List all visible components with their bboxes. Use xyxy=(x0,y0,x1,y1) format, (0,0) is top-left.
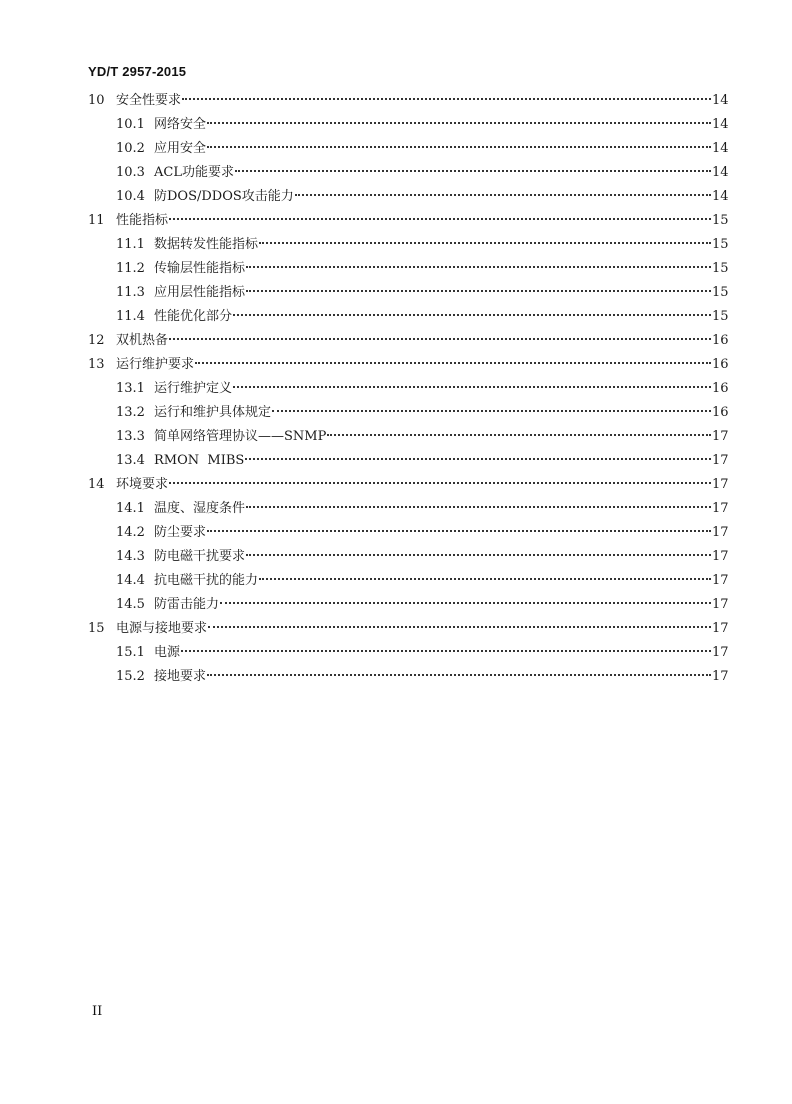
toc-leader-dots xyxy=(259,578,711,580)
toc-entry-number: 13.3 xyxy=(116,429,145,444)
toc-entry[interactable] xyxy=(88,116,728,140)
toc-entry[interactable] xyxy=(88,188,728,212)
toc-entry-page: 16 xyxy=(712,333,729,348)
toc-entry[interactable] xyxy=(88,308,728,332)
toc-entry-number: 13 xyxy=(88,357,105,372)
toc-entry-number: 13.2 xyxy=(116,405,145,420)
toc-entry-number: 14.2 xyxy=(116,525,145,540)
toc-entry-title: 应用安全 xyxy=(154,141,207,156)
toc-leader-dots xyxy=(246,506,711,508)
toc-entry-number: 11.1 xyxy=(116,237,145,252)
toc-entry[interactable] xyxy=(88,452,728,476)
toc-entry-number: 15 xyxy=(88,621,105,636)
toc-entry[interactable] xyxy=(88,332,728,356)
toc-entry[interactable] xyxy=(88,524,728,548)
toc-entry[interactable] xyxy=(88,668,728,692)
toc-entry[interactable] xyxy=(88,92,728,116)
toc-entry[interactable] xyxy=(88,356,728,380)
toc-entry-title: 防雷击能力 xyxy=(154,597,220,612)
toc-leader-dots xyxy=(195,362,711,364)
toc-entry-page: 17 xyxy=(712,501,729,516)
toc-leader-dots xyxy=(246,554,711,556)
document-id-header: YD/T 2957-2015 xyxy=(88,64,187,79)
toc-entry-title: 双机热备 xyxy=(116,333,169,348)
toc-entry-page: 15 xyxy=(712,309,729,324)
toc-entry-title: 防电磁干扰要求 xyxy=(154,549,246,564)
toc-entry-title: 电源与接地要求 xyxy=(116,621,208,636)
toc-leader-dots xyxy=(207,674,711,676)
toc-entry-number: 11 xyxy=(88,213,105,228)
toc-entry-title: 性能优化部分 xyxy=(154,309,233,324)
toc-entry-page: 17 xyxy=(712,573,729,588)
toc-entry-title: RMON MIBS xyxy=(154,453,245,468)
toc-leader-dots xyxy=(245,458,711,460)
toc-entry-number: 11.3 xyxy=(116,285,145,300)
toc-entry-page: 17 xyxy=(712,429,729,444)
toc-entry-title: 防尘要求 xyxy=(154,525,207,540)
toc-leader-dots xyxy=(207,122,711,124)
toc-entry-number: 15.2 xyxy=(116,669,145,684)
toc-entry-number: 12 xyxy=(88,333,105,348)
toc-entry-title: 运行维护要求 xyxy=(116,357,195,372)
toc-entry-page: 17 xyxy=(712,525,729,540)
toc-leader-dots xyxy=(207,530,711,532)
toc-entry-page: 16 xyxy=(712,357,729,372)
toc-entry-page: 15 xyxy=(712,237,729,252)
toc-entry-page: 14 xyxy=(712,141,729,156)
toc-entry-page: 17 xyxy=(712,597,729,612)
toc-entry-number: 13.1 xyxy=(116,381,145,396)
toc-entry[interactable] xyxy=(88,164,728,188)
toc-leader-dots xyxy=(182,98,711,100)
toc-leader-dots xyxy=(246,290,711,292)
toc-entry-number: 11.2 xyxy=(116,261,145,276)
toc-entry-number: 10 xyxy=(88,93,105,108)
toc-entry[interactable] xyxy=(88,476,728,500)
toc-entry-title: 简单网络管理协议——SNMP xyxy=(154,429,327,444)
toc-entry-page: 17 xyxy=(712,669,729,684)
toc-entry-page: 17 xyxy=(712,645,729,660)
toc-entry-number: 14.4 xyxy=(116,573,145,588)
toc-leader-dots xyxy=(246,266,711,268)
toc-entry[interactable] xyxy=(88,284,728,308)
toc-entry-title: 网络安全 xyxy=(154,117,207,132)
toc-entry-number: 10.3 xyxy=(116,165,145,180)
toc-entry[interactable] xyxy=(88,596,728,620)
toc-entry[interactable] xyxy=(88,428,728,452)
toc-entry[interactable] xyxy=(88,140,728,164)
toc-entry[interactable] xyxy=(88,548,728,572)
toc-entry-page: 17 xyxy=(712,477,729,492)
toc-entry-title: 数据转发性能指标 xyxy=(154,237,259,252)
toc-entry-page: 14 xyxy=(712,117,729,132)
toc-entry[interactable] xyxy=(88,620,728,644)
toc-entry-page: 15 xyxy=(712,285,729,300)
toc-entry-title: 防DOS/DDOS攻击能力 xyxy=(154,189,294,204)
toc-leader-dots xyxy=(235,170,711,172)
toc-entry[interactable] xyxy=(88,212,728,236)
toc-entry-title: 应用层性能指标 xyxy=(154,285,246,300)
toc-entry-number: 15.1 xyxy=(116,645,145,660)
toc-leader-dots xyxy=(169,338,711,340)
toc-leader-dots xyxy=(208,626,711,628)
toc-entry-title: 接地要求 xyxy=(154,669,207,684)
toc-leader-dots xyxy=(207,146,711,148)
toc-leader-dots xyxy=(233,386,711,388)
toc-entry-title: 安全性要求 xyxy=(116,93,182,108)
toc-entry-number: 13.4 xyxy=(116,453,145,468)
toc-entry[interactable] xyxy=(88,644,728,668)
toc-entry-page: 16 xyxy=(712,381,729,396)
toc-entry-title: 抗电磁干扰的能力 xyxy=(154,573,259,588)
toc-entry[interactable] xyxy=(88,380,728,404)
toc-entry-number: 14.1 xyxy=(116,501,145,516)
page-number: II xyxy=(92,1004,103,1019)
toc-entry[interactable] xyxy=(88,572,728,596)
toc-entry-number: 14.3 xyxy=(116,549,145,564)
toc-entry-page: 16 xyxy=(712,405,729,420)
toc-entry-number: 10.1 xyxy=(116,117,145,132)
toc-entry-title: 环境要求 xyxy=(116,477,169,492)
toc-entry-page: 15 xyxy=(712,261,729,276)
toc-entry-page: 17 xyxy=(712,453,729,468)
toc-entry-title: 运行和维护具体规定 xyxy=(154,405,272,420)
toc-leader-dots xyxy=(181,650,711,652)
toc-entry[interactable] xyxy=(88,404,728,428)
toc-entry-number: 14.5 xyxy=(116,597,145,612)
toc-entry-title: 运行维护定义 xyxy=(154,381,233,396)
toc-leader-dots xyxy=(169,482,711,484)
toc-entry-page: 14 xyxy=(712,93,729,108)
toc-entry-number: 11.4 xyxy=(116,309,145,324)
toc-entry-number: 10.4 xyxy=(116,189,145,204)
toc-leader-dots xyxy=(220,602,711,604)
toc-leader-dots xyxy=(327,434,711,436)
toc-entry-title: 电源 xyxy=(154,645,181,660)
toc-entry-title: ACL功能要求 xyxy=(154,165,234,180)
toc-entry-page: 17 xyxy=(712,549,729,564)
toc-entry-number: 10.2 xyxy=(116,141,145,156)
toc-leader-dots xyxy=(272,410,711,412)
toc-entry[interactable] xyxy=(88,500,728,524)
toc-entry-page: 17 xyxy=(712,621,729,636)
toc-entry-page: 14 xyxy=(712,165,729,180)
toc-entry-page: 14 xyxy=(712,189,729,204)
toc-leader-dots xyxy=(233,314,711,316)
toc-entry-page: 15 xyxy=(712,213,729,228)
toc-leader-dots xyxy=(259,242,711,244)
toc-entry-title: 传输层性能指标 xyxy=(154,261,246,276)
toc-leader-dots xyxy=(295,194,711,196)
toc-entry-title: 性能指标 xyxy=(116,213,169,228)
toc-entry[interactable] xyxy=(88,260,728,284)
table-of-contents xyxy=(88,92,728,692)
toc-entry-number: 14 xyxy=(88,477,105,492)
toc-leader-dots xyxy=(169,218,711,220)
toc-entry[interactable] xyxy=(88,236,728,260)
toc-entry-title: 温度、湿度条件 xyxy=(154,501,246,516)
